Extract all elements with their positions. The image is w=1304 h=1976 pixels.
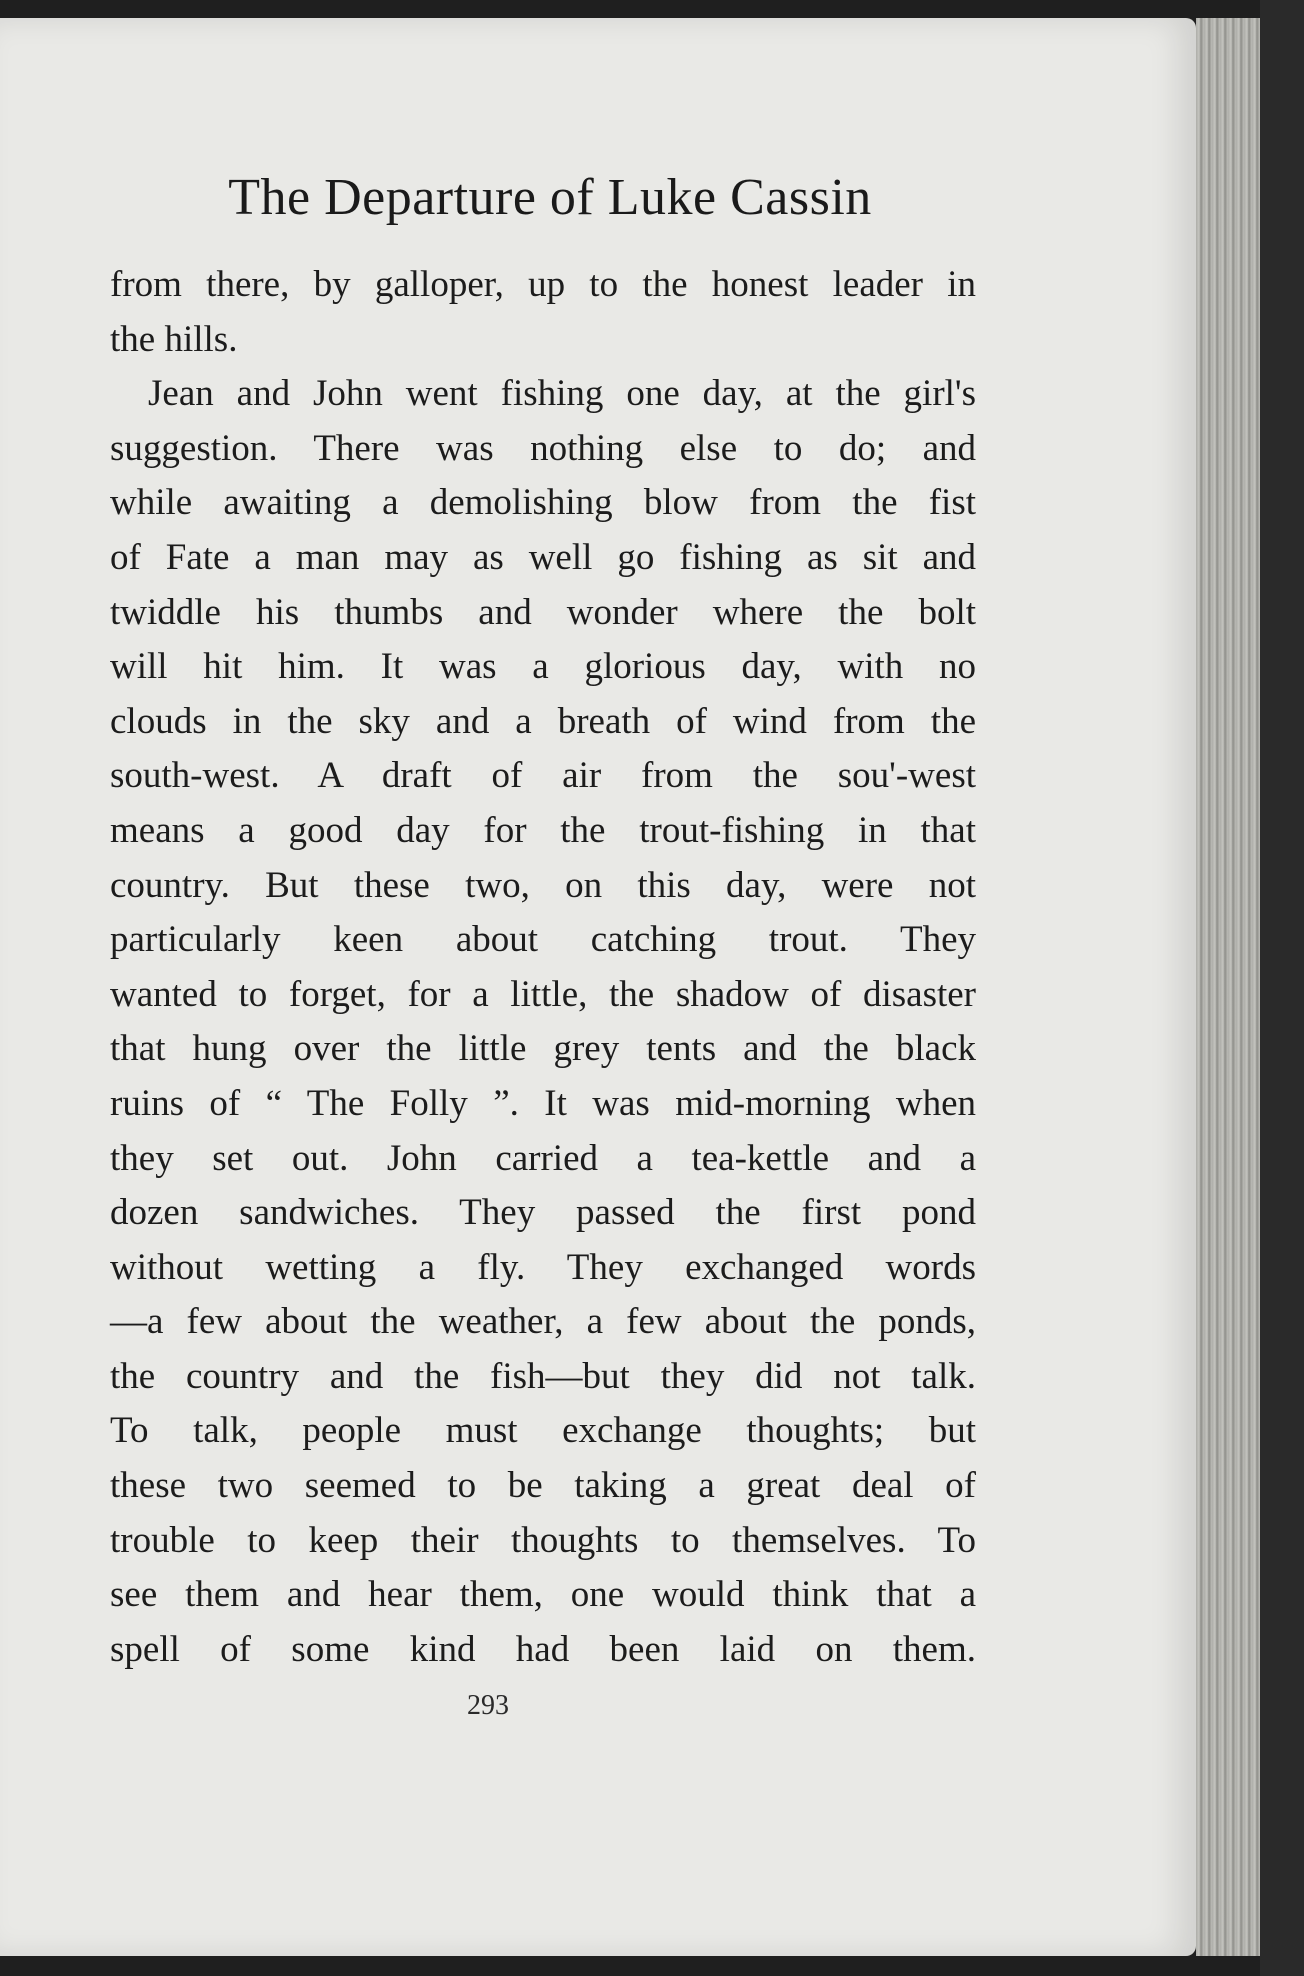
text-line: the hills.: [110, 318, 238, 360]
text-line: suggestion. There was nothing else to do; and: [110, 427, 976, 469]
text-line: ruins of “ The Folly ”. It was mid-morning when: [110, 1082, 976, 1124]
page-number: 293: [467, 1690, 509, 1721]
book-page: [0, 18, 1196, 1956]
text-line: country. But these two, on this day, were not: [110, 864, 976, 906]
text-line: these two seemed to be taking a great deal of: [110, 1465, 976, 1507]
text-line: the country and the fish—but they did not talk.: [110, 1355, 976, 1397]
text-line: south-west. A draft of air from the sou'-west: [110, 755, 976, 797]
text-line: of Fate a man may as well go fishing as sit and: [110, 536, 976, 578]
text-line: see them and hear them, one would think that a: [110, 1574, 976, 1616]
text-line: dozen sandwiches. They passed the first pond: [110, 1192, 976, 1234]
text-line: will hit him. It was a glorious day, with no: [110, 646, 976, 688]
text-line: they set out. John carried a tea-kettle and a: [110, 1137, 976, 1179]
text-line: To talk, people must exchange thoughts; but: [110, 1410, 976, 1452]
text-line: means a good day for the trout-fishing in that: [110, 809, 976, 851]
text-line: while awaiting a demolishing blow from the fist: [110, 482, 976, 524]
body-text: [110, 258, 976, 1677]
text-line: spell of some kind had been laid on them.: [110, 1628, 976, 1670]
text-line: without wetting a fly. They exchanged words: [110, 1246, 976, 1288]
text-line: that hung over the little grey tents and the black: [110, 1028, 976, 1070]
page-edges: [1196, 18, 1260, 1956]
text-line: wanted to forget, for a little, the shadow of disaster: [110, 973, 976, 1015]
book-spine: [1260, 0, 1304, 1976]
text-line: particularly keen about catching trout. They: [110, 919, 976, 961]
text-line: twiddle his thumbs and wonder where the bolt: [110, 591, 976, 633]
text-line: clouds in the sky and a breath of wind from the: [110, 700, 976, 742]
text-line: Jean and John went fishing one day, at the girl's: [148, 373, 976, 415]
text-line: —a few about the weather, a few about the ponds,: [110, 1301, 976, 1343]
running-head: The Departure of Luke Cassin: [228, 169, 872, 226]
text-line: from there, by galloper, up to the honest leader in: [110, 264, 976, 305]
text-line: trouble to keep their thoughts to themselves. To: [110, 1519, 976, 1561]
